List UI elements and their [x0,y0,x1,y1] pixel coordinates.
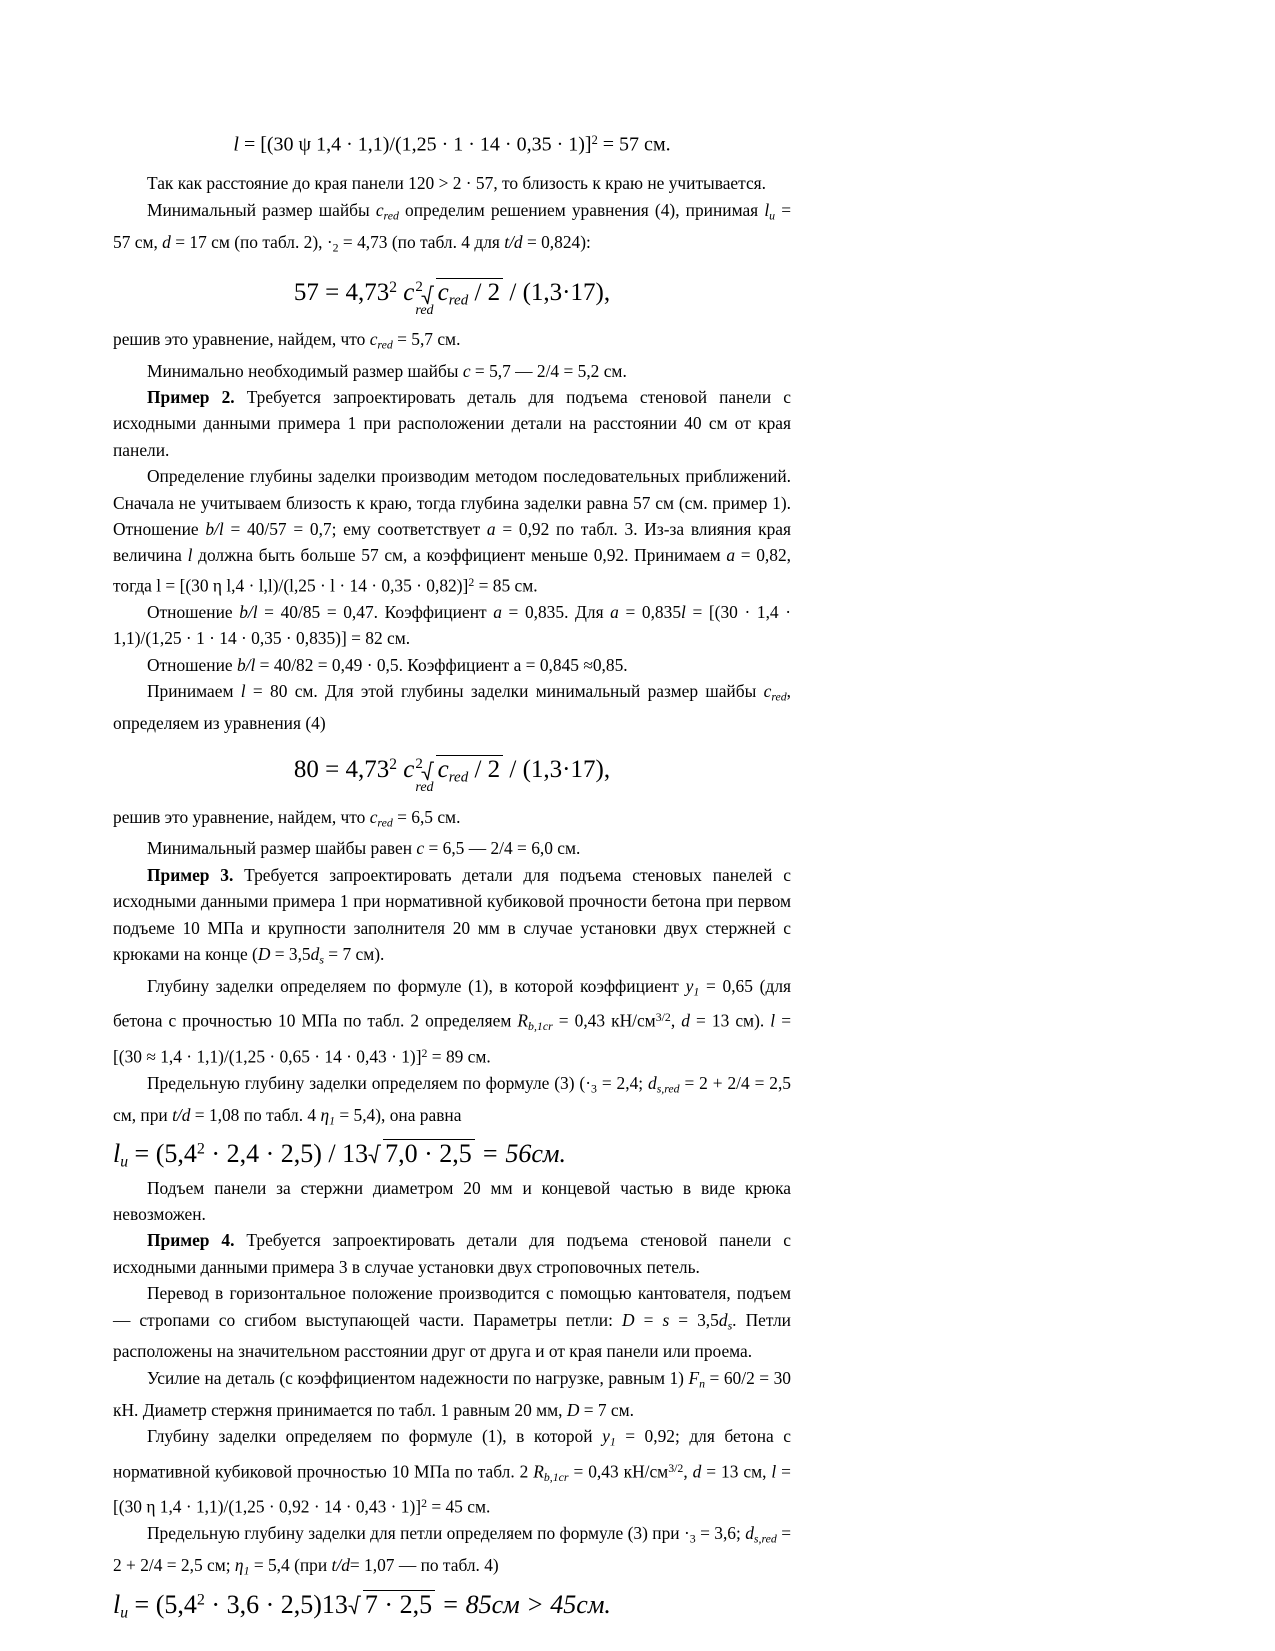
formula3-exponent: 2 [196,1140,205,1158]
var-s: s [662,1309,670,1330]
text-run: Предельную глубину заделки для петли определяем по формуле (3) при [147,1523,684,1544]
text-run: = [(30 · 1,4 · 1,1)/(1,25 · 1 · 14 · 0,35 · 0,835)] = 82 см. [113,601,792,649]
paragraph-force-on-part [113,1365,791,1423]
unit-exponent: 3/2 [668,1460,684,1475]
example-3-label: Пример 3. [147,864,234,885]
text-run: = 40/82 = 0,49 · 0,5. Коэффициент а = 0,845 ≈0,85. [255,654,628,675]
text-run: = 17 см (по табл. 2), [170,231,327,252]
formula-l-exponent: 2 [591,133,598,147]
var-ds-subscript: s [319,952,324,967]
var-Rbcr: R [533,1461,544,1482]
var-y1: y [602,1425,610,1446]
formula2-var: c [403,756,415,784]
formula2-lhs: 80 [293,756,319,784]
exponent: 2 [421,1496,427,1511]
radical-sign-icon [421,285,434,304]
formula1-radicand [436,278,504,309]
paragraph-min-washer-size [113,197,791,260]
var-d: d [681,1011,690,1032]
var-eta3-subscript: 3 [689,1531,696,1546]
text-run: Отношение [147,601,240,622]
text-run: = 0,65 (для бетона с прочностью 10 МПа по табл. 2 определяем [113,975,791,1032]
radical-sign-icon [368,1145,381,1164]
text-run: , [683,1461,693,1482]
var-c: c [369,328,378,349]
var-ds: d [310,944,320,965]
var-c: c [462,360,471,381]
formula-l-result: = 57 см. [597,133,671,156]
example-4-label: Пример 4. [147,1230,235,1251]
paragraph-horizontal-transfer [113,1280,791,1365]
text-run: = [(30 ≈ 1,4 · 1,1)/(1,25 · 0,65 · 14 · 0,43 · 1)] [113,1011,792,1067]
var-y1-subscript: 1 [693,984,700,999]
var-lu-subscript: u [769,208,776,223]
text-run: . Петли расположены на значительном расстоянии друг от друга и от края панели или проема. [113,1309,791,1362]
text-run: Подъем панели за стержни диаметром 20 мм и концевой частью в виде крюка невозможен. [113,1177,791,1225]
text-run: Глубину заделки определяем по формуле (1), в которой [147,1425,603,1446]
var-l: l [187,545,193,566]
text-run: решив это уравнение, найдем, что [113,806,370,827]
var-eta2: · [326,231,333,252]
formula2-radicand-var: c [437,756,449,784]
var-c: c [369,806,378,827]
var-eta1: η [234,1554,244,1575]
text-run: = 40/85 = 0,47. Коэффициент [257,601,494,622]
var-a: a [486,518,496,539]
formula2-coefficient: 4,73 [345,756,390,784]
text-run: Глубину заделки определяем по формуле (1), в которой коэффициент [147,975,686,996]
formula1-equals: = [325,279,346,307]
exponent: 2 [421,1045,428,1060]
var-c-subscript: red [771,689,787,704]
text-run: Требуется запроектировать детали для подъема стеновой панели с исходными данными примера 3 в случае установки двух строповочных петель. [113,1230,791,1277]
paragraph-ratio-40-82 [113,652,791,678]
paragraph-ratio-40-85 [113,599,791,652]
paragraph-min-required-washer [113,358,791,384]
text-run: = 0,835 [618,601,682,622]
radical-sign-icon [421,762,434,781]
text-column [113,134,791,1621]
paragraph-depth-formula-1 [113,973,791,1070]
formula4-exponent: 2 [196,1591,205,1609]
text-run: Усилие на деталь (с коэффициентом надежности по нагрузке, равным 1) [147,1367,689,1388]
formula1-radicand-var: c [437,279,449,307]
formula-80-equation [113,736,791,804]
text-run: = 1,08 по табл. 4 [190,1104,321,1125]
var-c-subscript: red [377,337,393,352]
formula2-radicand-subscript: red [448,769,469,786]
var-bl: b/l [236,654,256,675]
var-eta3: · [683,1523,690,1544]
var-D: D [257,944,271,965]
var-D: D [621,1309,635,1330]
formula2-var-subscript: red [415,780,434,796]
text-run: Предельную глубину заделки определяем по формуле (3) ( [147,1072,586,1093]
var-d: d [162,231,171,252]
text-run: = 89 см. [427,1046,491,1067]
var-a: a [726,545,736,566]
paragraph-limit-depth-3 [113,1070,791,1133]
var-a: a [610,601,619,622]
text-run: = 2 + 2/4 = 2,5 см, при [113,1072,791,1125]
var-c-subscript: red [377,814,393,829]
text-run: = 85 см. [474,575,538,596]
var-Rbcr-subscript: b,1cr [528,1019,553,1034]
formula3-lhs-var: l [113,1139,121,1169]
paragraph-depth-formula-1b [113,1423,791,1520]
formula4-lhs-var: l [113,1589,121,1619]
text-run: = 5,7 см. [392,328,461,349]
var-c: c [375,199,384,220]
paragraph-example-4 [113,1227,791,1280]
formula1-radicand-rest: / 2 [474,279,501,307]
text-run: = 0,824): [522,231,591,252]
text-run: = 0,835. Для [501,601,611,622]
formula-l-top [113,134,791,170]
text-run: решив это уравнение, найдем, что [113,328,370,349]
text-run: = 3,6; [695,1523,746,1544]
var-eta1: η [320,1104,330,1125]
text-run: Минимальный размер шайбы [147,199,376,220]
var-c-subscript: red [383,208,399,223]
text-run: = 4,73 (по табл. 4 для [338,231,505,252]
text-run: Отношение [147,654,237,675]
var-eta1-subscript: 1 [329,1112,335,1127]
text-run: , [670,1011,682,1032]
var-l: l [240,681,246,702]
text-run: = 2 + 2/4 = 2,5 см; [113,1523,791,1575]
formula3-result: = 56см. [481,1139,566,1169]
example-2-label: Пример 2. [147,386,235,407]
text-run: = 0,92 по табл. 3. Из-за влияния края величина [113,518,791,566]
text-run: = 13 см). [689,1011,771,1032]
text-run: Перевод в горизонтальное положение производится с помощью кантователя, подъем — стропами со сгибом выступающей части. Параметры петли: [113,1283,791,1330]
formula1-var-subscript: red [415,303,434,319]
paragraph-example-3 [113,862,791,973]
text-run: = 3,5 [270,944,311,965]
paragraph-accept-l-80 [113,678,791,736]
formula3-radical [368,1139,475,1167]
var-dsred: d [648,1072,657,1093]
formula2-var-exponent: 2 [415,756,423,773]
formula-l-expr: = [(30 ψ 1,4 · 1,1)/(1,25 · 1 · 14 · 0,35 · 1)] [238,133,592,156]
paragraph-limit-depth-loop [113,1520,791,1583]
paragraph-lift-impossible [113,1175,791,1228]
text-run: = [(30 η 1,4 · 1,1)/(1,25 · 0,92 · 14 · 0,43 · 1)] [113,1461,791,1517]
text-run: = 6,5 — 2/4 = 6,0 см. [424,838,581,859]
exponent: 2 [468,574,475,589]
paragraph-solve-eq-2 [113,804,791,836]
var-bl: b/l [239,601,258,622]
text-run: = 0,43 кН/см [552,1011,656,1032]
unit-exponent: 3/2 [655,1010,671,1025]
formula4-radicand: 7 · 2,5 [363,1590,435,1618]
formula3-radicand: 7,0 · 2,5 [383,1139,475,1167]
var-c: c [763,681,772,702]
var-dsred-subscript: s,red [753,1531,777,1546]
formula4-body-b: · 3,6 · 2,5)13 [211,1589,348,1619]
text-run: = 13 см, [701,1461,772,1482]
text-run: = 1,07 — по табл. 4) [349,1554,499,1575]
formula1-radicand-subscript: red [448,292,469,309]
formula1-coefficient: 4,73 [345,279,390,307]
formula2-denominator: / (1,3·17), [509,756,611,784]
text-run: Требуется запроектировать детали для подъема стеновых панелей с исходными данными примера 1 при нормативной кубиковой прочности бетона при первом подъеме 10 МПа и крупности заполнителя 20 мм в случае установки двух стержней с крюками на конце ( [113,864,791,965]
var-eta2-subscript: 2 [332,239,339,254]
formula4-result: = 85см > 45см. [441,1589,611,1619]
text-run: = 5,4), она равна [335,1104,462,1125]
text-run: = 7 см). [323,944,385,965]
formula1-coef-exponent: 2 [389,279,398,297]
formula1-var-exponent: 2 [415,279,423,296]
text-run: = 60/2 = 30 кН. Диаметр стержня принимается по табл. 1 равным 20 мм, [113,1367,791,1420]
formula2-radicand-rest: / 2 [474,756,501,784]
formula1-denominator: / (1,3·17), [509,279,611,307]
text-run: = 7 см. [579,1399,635,1420]
var-y1-subscript: 1 [609,1434,616,1449]
text-run: = 6,5 см. [392,806,461,827]
formula4-lhs-subscript: u [120,1604,129,1622]
text-run: Принимаем [147,681,241,702]
text-run: , определяем из уравнения (4) [113,681,791,733]
formula3-lhs-subscript: u [120,1154,129,1172]
var-td: t/d [331,1554,350,1575]
var-d: d [692,1461,702,1482]
text-run: = 40/57 = 0,7; ему соответствует [223,518,487,539]
var-td: t/d [172,1104,191,1125]
formula4-radical [348,1590,435,1618]
text-run: Минимальный размер шайбы равен [147,838,417,859]
paragraph-example-2 [113,384,791,463]
text-run: Минимально необходимый размер шайбы [147,360,463,381]
formula3-body-b: · 2,4 · 2,5) / 13 [211,1139,369,1169]
text-run: = 0,43 кН/см [568,1461,669,1482]
var-D: D [566,1399,580,1420]
text-run: = 5,4 (при [249,1554,332,1575]
var-Fn: F [688,1367,700,1388]
var-l: l [771,1461,777,1482]
text-run: = [634,1309,663,1330]
var-ds: d [718,1309,728,1330]
formula-57-equation [113,260,791,326]
text-run: = 80 см. Для этой глубины заделки минимальный размер шайбы [245,681,764,702]
text-run: Определение глубины заделки производим методом последовательных приближений. Сначала не учитываем близость к краю, тогда глубина заделки равна 57 см (см. пример 1). Отношение [113,466,791,539]
text-run: определим решением уравнения (4), принимая [398,199,765,220]
var-Fn-subscript: n [699,1376,706,1391]
var-Rbcr: R [517,1011,529,1032]
formula-lu-56 [113,1133,791,1174]
var-eta3-subscript: 3 [591,1081,597,1096]
text-run: = 57 см, [113,199,792,252]
var-l: l [681,601,686,622]
var-bl: b/l [205,518,224,539]
var-ds-subscript: s [727,1317,733,1332]
formula3-body-a: = (5,4 [134,1139,197,1169]
formula2-coef-exponent: 2 [389,756,398,774]
var-eta3: · [585,1072,592,1093]
var-dsred: d [745,1523,754,1544]
formula2-equals: = [325,756,346,784]
paragraph-depth-determination [113,463,791,599]
var-a: a [493,601,502,622]
paragraph-min-washer-6 [113,835,791,861]
text-run: = 0,82, тогда l = [(30 η l,4 · l,l)/(l,25 · l · 14 · 0,35 · 0,82)] [113,545,791,596]
var-eta1-subscript: 1 [243,1563,250,1578]
text-run: = 2,4; [596,1072,648,1093]
paragraph-text: Так как расстояние до края панели 120 > 2 · 57, то близость к краю не учитывается. [147,173,767,194]
formula1-var: c [403,279,415,307]
var-td: t/d [504,231,523,252]
formula-l-lhs: l [233,133,239,156]
formula2-radicand [436,755,504,786]
text-run: = 45 см. [426,1496,491,1517]
paragraph-edge-distance [113,170,791,196]
formula1-radical [421,278,504,309]
formula1-lhs: 57 [293,279,319,307]
var-Rbcr-subscript: b,1cr [543,1469,569,1484]
formula-lu-85 [113,1584,791,1621]
text-run: = 5,7 — 2/4 = 5,2 см. [470,360,627,381]
text-run: = 0,92; для бетона с нормативной кубиковой прочностью 10 МПа по табл. 2 [113,1425,791,1482]
var-dsred-subscript: s,red [656,1081,680,1096]
formula4-body-a: = (5,4 [134,1589,197,1619]
formula2-radical [421,755,504,786]
text-run: должна быть больше 57 см, а коэффициент меньше 0,92. Принимаем [192,545,727,566]
radical-sign-icon [348,1595,361,1614]
var-lu: l [764,199,770,220]
text-run: Требуется запроектировать деталь для подъема стеновой панели с исходными данными примера 1 при расположении детали на расстоянии 40 см от края панели. [113,386,791,460]
text-run: = 3,5 [669,1309,719,1330]
var-y1: y [685,975,694,996]
var-l: l [770,1011,776,1032]
paragraph-solve-eq-1 [113,326,791,358]
var-c: c [416,838,425,859]
